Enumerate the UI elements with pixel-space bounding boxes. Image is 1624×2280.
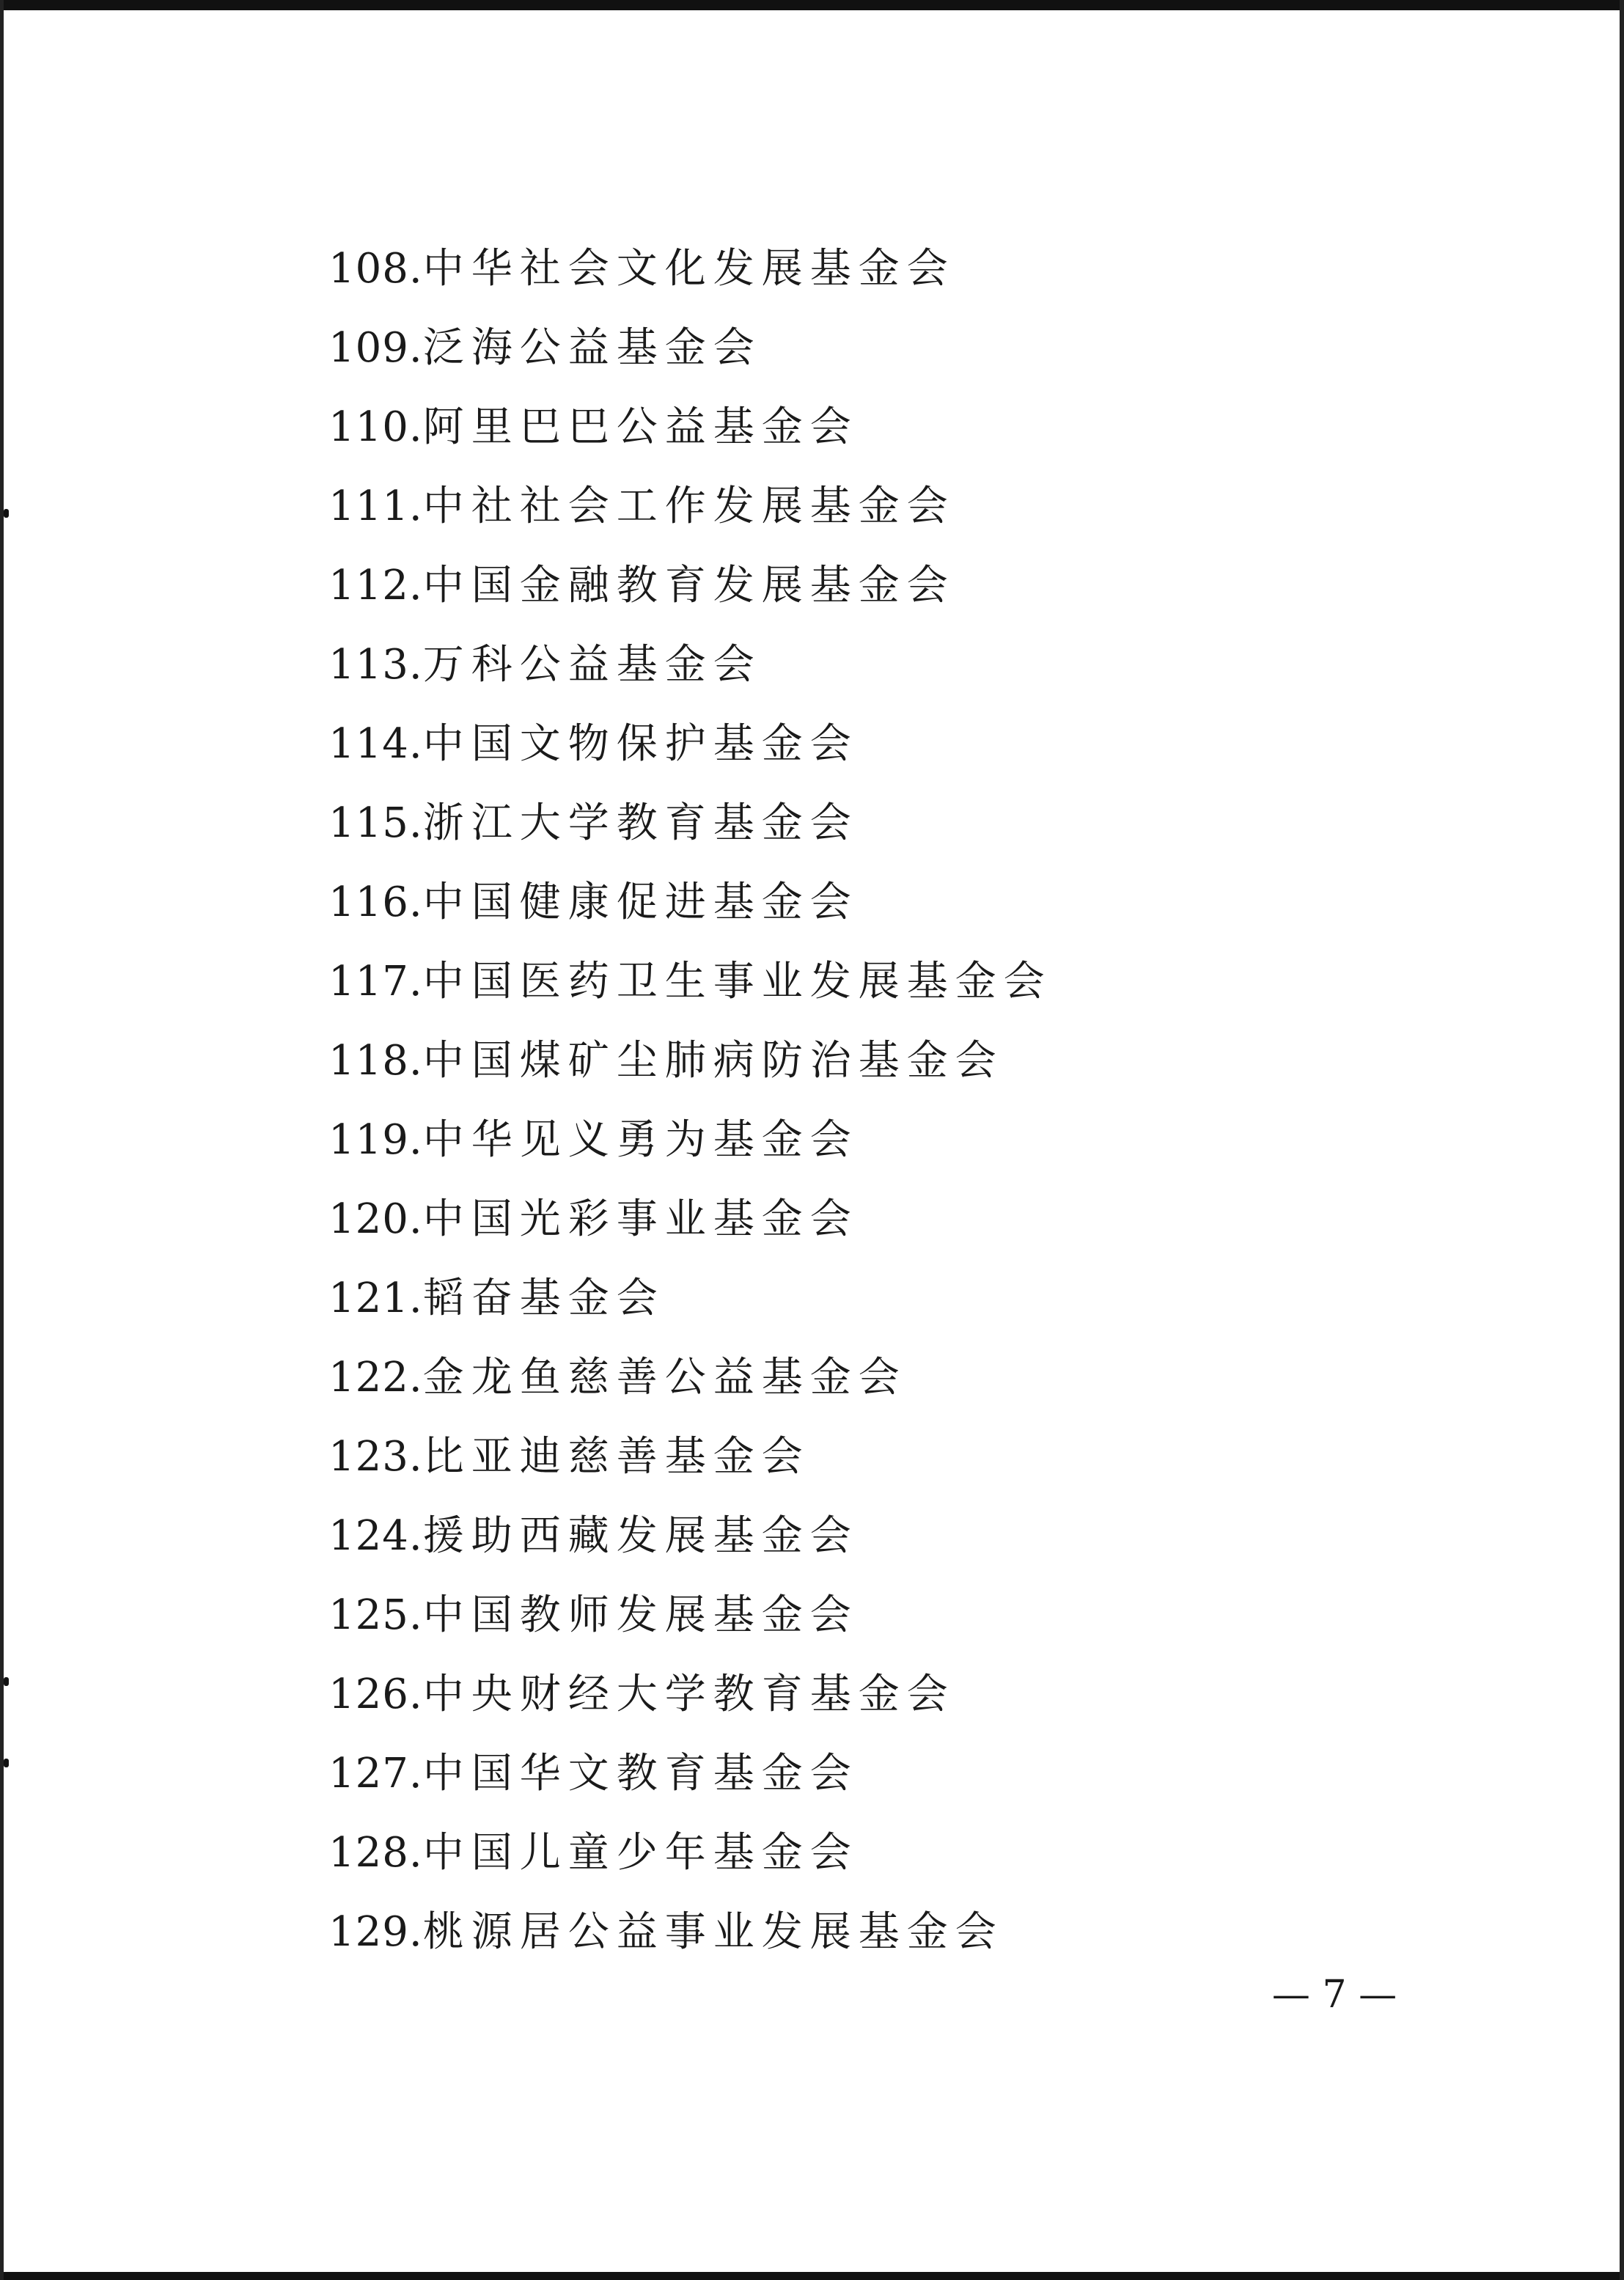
item-number: 124. bbox=[328, 1512, 423, 1560]
page-number: — 7 — bbox=[1271, 1973, 1397, 2017]
list-item bbox=[328, 1820, 859, 1886]
item-number: 127. bbox=[328, 1750, 423, 1797]
item-number: 119. bbox=[328, 1116, 423, 1164]
item-number: 115. bbox=[328, 799, 423, 847]
list-item bbox=[328, 1662, 955, 1728]
list-item bbox=[328, 1424, 810, 1490]
binding-mark bbox=[4, 509, 9, 518]
list-item bbox=[328, 315, 762, 381]
list-item bbox=[328, 791, 859, 857]
list-item bbox=[328, 236, 955, 302]
item-name: 中社社会工作发展基金会 bbox=[422, 483, 955, 530]
item-number: 118. bbox=[328, 1037, 423, 1085]
item-number: 120. bbox=[328, 1195, 423, 1243]
item-number: 112. bbox=[328, 562, 423, 609]
item-name: 中国健康促进基金会 bbox=[422, 879, 859, 926]
binding-mark bbox=[4, 1759, 9, 1767]
item-number: 114. bbox=[328, 720, 423, 768]
list-item bbox=[328, 1028, 1004, 1094]
item-number: 111. bbox=[328, 483, 423, 530]
item-name: 中华见义勇为基金会 bbox=[422, 1116, 859, 1164]
list-item bbox=[328, 1899, 1004, 1965]
item-name: 中华社会文化发展基金会 bbox=[422, 245, 955, 293]
item-number: 125. bbox=[328, 1591, 423, 1639]
scan-border-bottom bbox=[0, 2272, 1624, 2280]
item-name: 中国儿童少年基金会 bbox=[422, 1829, 859, 1877]
list-item bbox=[328, 1266, 665, 1332]
item-number: 121. bbox=[328, 1275, 423, 1322]
list-item bbox=[328, 1187, 859, 1253]
item-name: 泛海公益基金会 bbox=[422, 324, 762, 372]
list-item bbox=[328, 949, 1052, 1015]
item-name: 中国文物保护基金会 bbox=[422, 720, 859, 768]
list-item bbox=[328, 474, 955, 540]
scan-border-top bbox=[0, 0, 1624, 10]
item-name: 中国煤矿尘肺病防治基金会 bbox=[422, 1037, 1004, 1085]
item-number: 113. bbox=[328, 641, 423, 689]
item-name: 桃源居公益事业发展基金会 bbox=[422, 1908, 1004, 1956]
list-item bbox=[328, 553, 955, 619]
list-item bbox=[328, 1583, 859, 1649]
item-name: 金龙鱼慈善公益基金会 bbox=[422, 1354, 907, 1401]
list-item bbox=[328, 870, 859, 936]
list-item bbox=[328, 711, 859, 777]
item-name: 比亚迪慈善基金会 bbox=[422, 1433, 810, 1481]
item-name: 阿里巴巴公益基金会 bbox=[422, 403, 859, 451]
item-number: 108. bbox=[328, 245, 423, 293]
item-name: 浙江大学教育基金会 bbox=[422, 799, 859, 847]
item-number: 116. bbox=[328, 879, 423, 926]
list-item bbox=[328, 1503, 859, 1569]
item-name: 中国金融教育发展基金会 bbox=[422, 562, 955, 609]
item-name: 中央财经大学教育基金会 bbox=[422, 1671, 955, 1718]
item-name: 中国教师发展基金会 bbox=[422, 1591, 859, 1639]
item-name: 中国医药卫生事业发展基金会 bbox=[422, 958, 1052, 1005]
item-name: 韬奋基金会 bbox=[422, 1275, 665, 1322]
item-name: 援助西藏发展基金会 bbox=[422, 1512, 859, 1560]
item-number: 128. bbox=[328, 1829, 423, 1877]
item-number: 129. bbox=[328, 1908, 423, 1956]
list-item bbox=[328, 1741, 859, 1807]
list-item bbox=[328, 1107, 859, 1173]
item-name: 中国华文教育基金会 bbox=[422, 1750, 859, 1797]
item-name: 万科公益基金会 bbox=[422, 641, 762, 689]
list-item bbox=[328, 1345, 907, 1411]
item-number: 110. bbox=[328, 403, 423, 451]
item-number: 123. bbox=[328, 1433, 423, 1481]
item-name: 中国光彩事业基金会 bbox=[422, 1195, 859, 1243]
scan-border-right bbox=[1620, 0, 1624, 2280]
list-item bbox=[328, 632, 762, 698]
item-number: 126. bbox=[328, 1671, 423, 1718]
list-item bbox=[328, 395, 859, 461]
item-number: 109. bbox=[328, 324, 423, 372]
item-number: 122. bbox=[328, 1354, 423, 1401]
binding-mark bbox=[4, 1677, 9, 1686]
scan-border-left bbox=[0, 0, 4, 2280]
item-number: 117. bbox=[328, 958, 423, 1005]
